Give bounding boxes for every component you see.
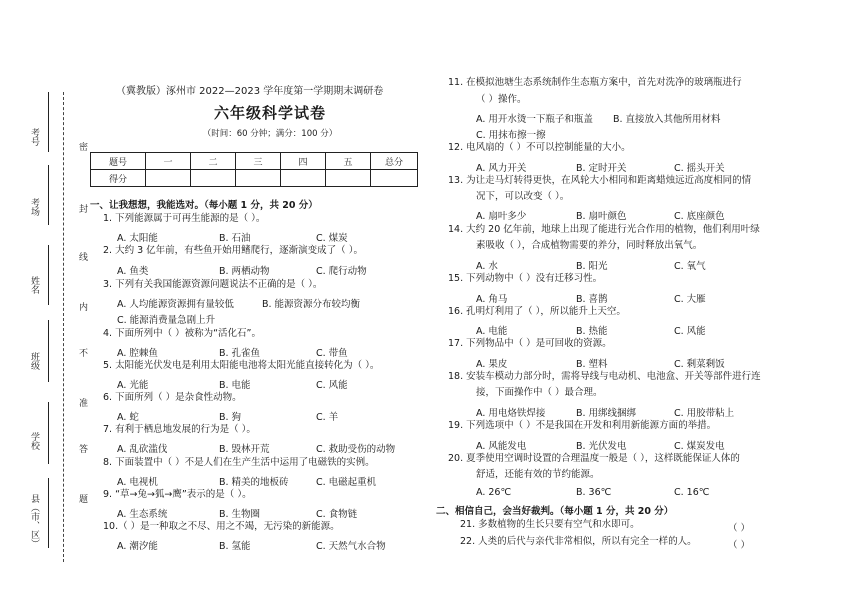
answer-option[interactable]: C. 大雁 [674, 294, 706, 305]
answer-option[interactable]: C. 氧气 [674, 261, 706, 272]
answer-option[interactable]: C. 天然气水合物 [316, 541, 386, 552]
answer-option[interactable]: A. 生态系统 [117, 509, 168, 520]
question-stem: 6. 下面所列（ ）是杂食性动物。 [103, 392, 242, 403]
answer-option[interactable]: C. 用抹布擦一擦 [476, 130, 546, 141]
score-table-score-row [91, 170, 418, 187]
answer-option[interactable]: C. 电磁起重机 [316, 477, 377, 488]
class-line [48, 320, 49, 382]
seal-char: 线 [77, 252, 87, 261]
answer-option[interactable]: C. 食物链 [316, 509, 358, 520]
answer-option[interactable]: B. 塑料 [576, 359, 608, 370]
question-stem: 15. 下列动物中（ ）没有迁移习性。 [448, 273, 603, 284]
answer-option[interactable]: C. 底座颜色 [674, 211, 725, 222]
question-stem: 4. 下面所列中（ ）被称为“活化石”。 [103, 328, 261, 339]
question-stem-continued: 况下，可以改变（ ）。 [476, 191, 570, 202]
score-input-cell[interactable] [236, 170, 281, 187]
answer-option[interactable]: C. 摇头开关 [674, 163, 725, 174]
side-label-class: 班级 [29, 352, 39, 370]
score-cell: 一 [146, 153, 191, 170]
question-stem: 9. “草→兔→狐→鹰”表示的是（ ）。 [103, 489, 252, 500]
question-stem: 20. 夏季使用空调时设置的合理温度一般是（ ），这样既能保证人体的 [448, 453, 740, 464]
score-input-cell[interactable] [281, 170, 326, 187]
answer-option[interactable]: B. 36℃ [576, 487, 612, 498]
answer-option[interactable]: B. 定时开关 [576, 163, 627, 174]
answer-option[interactable]: B. 直接放入其他所用材料 [613, 114, 721, 125]
score-table-header-row [91, 153, 418, 170]
answer-option[interactable]: A. 太阳能 [117, 233, 158, 244]
seal-char: 题 [77, 494, 87, 503]
answer-option[interactable]: C. 剩菜剩饭 [674, 359, 725, 370]
answer-option[interactable]: C. 风能 [316, 380, 348, 391]
score-cell: 三 [236, 153, 281, 170]
question-stem-continued: 接，下面操作中（ ）最合理。 [476, 387, 603, 398]
answer-option[interactable]: C. 带鱼 [316, 348, 348, 359]
score-cell: 五 [326, 153, 371, 170]
time-score-note: （时间：60 分钟；满分：100 分） [202, 129, 338, 139]
answer-option[interactable]: A. 乱砍滥伐 [117, 444, 168, 455]
score-table [90, 152, 418, 187]
school-line [48, 402, 49, 464]
answer-option[interactable]: A. 风力开关 [476, 163, 527, 174]
tf-answer-blank[interactable]: （ ） [728, 540, 751, 551]
answer-option[interactable]: C. 煤炭 [316, 233, 348, 244]
answer-option[interactable]: B. 孔雀鱼 [219, 348, 261, 359]
answer-option[interactable]: B. 精美的地板砖 [219, 477, 289, 488]
answer-option[interactable]: A. 潮汐能 [117, 541, 158, 552]
answer-option[interactable]: A. 腔棘鱼 [117, 348, 158, 359]
tf-statement: 22. 人类的后代与亲代非常相似，所以有完全一样的人。 [460, 536, 697, 547]
question-stem: 5. 太阳能光伏发电是利用太阳能电池将太阳光能直接转化为（ ）。 [103, 360, 380, 371]
score-input-cell[interactable] [326, 170, 371, 187]
question-stem-continued: （ ）操作。 [476, 94, 527, 105]
name-line [48, 245, 49, 305]
answer-option[interactable]: B. 扇叶颜色 [576, 211, 627, 222]
question-stem-continued: 舒适，还能有效的节约能源。 [476, 469, 600, 480]
answer-option[interactable]: B. 氢能 [219, 541, 251, 552]
seal-char: 不 [77, 348, 87, 357]
score-cell: 得分 [91, 170, 146, 187]
question-stem: 13. 为让走马灯转得更快，在风轮大小相同和距离蜡烛远近高度相同的情 [448, 175, 752, 186]
answer-option[interactable]: C. 救助受伤的动物 [316, 444, 396, 455]
seal-char: 密 [77, 142, 87, 151]
seal-char: 封 [77, 204, 87, 213]
answer-option[interactable]: A. 26℃ [476, 487, 512, 498]
answer-option[interactable]: C. 风能 [674, 326, 706, 337]
answer-option[interactable]: B. 两栖动物 [219, 266, 270, 277]
question-stem: 10.（ ）是一种取之不尽、用之不竭，无污染的新能源。 [103, 521, 340, 532]
score-input-cell[interactable] [191, 170, 236, 187]
county-line [48, 478, 49, 548]
answer-option[interactable]: C. 羊 [316, 412, 339, 423]
answer-option[interactable]: B. 用绑线捆绑 [576, 408, 637, 419]
answer-option[interactable]: A. 风能发电 [476, 441, 527, 452]
answer-option[interactable]: C. 爬行动物 [316, 266, 367, 277]
score-cell: 总分 [371, 153, 418, 170]
tf-answer-blank[interactable]: （ ） [728, 523, 751, 534]
seal-char: 准 [77, 398, 87, 407]
exam-number-line [48, 92, 49, 152]
question-stem: 8. 下面装置中（ ）不是人们在生产生活中运用了电磁铁的实例。 [103, 457, 375, 468]
answer-option[interactable]: B. 电能 [219, 380, 251, 391]
answer-option[interactable]: A. 扇叶多少 [476, 211, 527, 222]
answer-option[interactable]: B. 热能 [576, 326, 608, 337]
page-title: 六年级科学试卷 [213, 104, 326, 122]
answer-option[interactable]: B. 毁林开荒 [219, 444, 270, 455]
answer-option[interactable]: A. 用电烙铁焊接 [476, 408, 546, 419]
answer-option[interactable]: A. 电能 [476, 326, 508, 337]
question-stem: 12. 电风扇的（ ）不可以控制能量的大小。 [448, 142, 631, 153]
answer-option[interactable]: A. 用开水烫一下瓶子和瓶盖 [476, 114, 593, 125]
score-cell: 四 [281, 153, 326, 170]
answer-option[interactable]: A. 鱼类 [117, 266, 149, 277]
binding-dashed-line [63, 92, 64, 562]
answer-option[interactable]: B. 能源资源分布较均衡 [262, 299, 361, 310]
answer-option[interactable]: A. 光能 [117, 380, 149, 391]
section-heading-true-false: 二、相信自己，会当好裁判。（每小题 1 分，共 20 分） [436, 506, 674, 517]
side-label-county: 县（市、区） [29, 494, 39, 548]
answer-option[interactable]: C. 煤炭发电 [674, 441, 725, 452]
answer-option[interactable]: A. 果皮 [476, 359, 508, 370]
side-label-exam-number: 考号 [29, 128, 39, 146]
question-stem: 16. 孔明灯利用了（ ），所以能升上天空。 [448, 306, 626, 317]
question-stem: 19. 下列选项中（ ）不是我国在开发和利用新能源方面的举措。 [448, 420, 717, 431]
answer-option[interactable]: A. 人均能源资源拥有量较低 [117, 299, 234, 310]
answer-option[interactable]: B. 喜鹊 [576, 294, 608, 305]
question-stem: 11. 在模拟池塘生态系统制作生态瓶方案中，首先对洗净的玻璃瓶进行 [448, 77, 742, 88]
answer-option[interactable]: B. 阳光 [576, 261, 608, 272]
question-stem: 18. 安装车模动力部分时，需将导线与电动机、电池盒、开关等部件进行连 [448, 371, 761, 382]
answer-option[interactable]: B. 石油 [219, 233, 251, 244]
answer-option[interactable]: B. 光伏发电 [576, 441, 627, 452]
score-input-cell[interactable] [146, 170, 191, 187]
question-stem: 17. 下列物品中（ ）是可回收的资源。 [448, 338, 612, 349]
seal-char: 内 [77, 302, 87, 311]
side-label-name: 姓名 [29, 276, 39, 294]
question-stem: 1. 下列能源属于可再生能源的是（ ）。 [103, 213, 266, 224]
question-stem: 14. 大约 20 亿年前，地球上出现了能进行光合作用的植物，他们利用叶绿 [448, 224, 760, 235]
answer-option[interactable]: A. 角马 [476, 294, 508, 305]
tf-statement: 21. 多数植物的生长只要有空气和水即可。 [460, 519, 640, 530]
answer-option[interactable]: B. 生物圈 [219, 509, 261, 520]
question-stem: 3. 下列有关我国能源资源问题说法不正确的是（ ）。 [103, 279, 323, 290]
side-label-school: 学校 [29, 432, 39, 450]
score-cell: 二 [191, 153, 236, 170]
question-stem-continued: 素吸收（ ），合成植物需要的养分，同时释放出氧气。 [476, 240, 703, 251]
seal-char: 答 [77, 444, 87, 453]
exam-header: （冀教版）涿州市 2022—2023 学年度第一学期期末调研卷 [116, 86, 384, 97]
answer-option[interactable]: B. 狗 [219, 412, 242, 423]
question-stem: 2. 大约 3 亿年前，有些鱼开始用鳍爬行，逐渐演变成了（ ）。 [103, 245, 363, 256]
answer-option[interactable]: C. 16℃ [674, 487, 710, 498]
section-heading-choice: 一、让我想想，我能选对。（每小题 1 分，共 20 分） [90, 200, 318, 211]
question-stem: 7. 有利于栖息地发展的行为是（ ）。 [103, 424, 256, 435]
answer-option[interactable]: C. 能源消费量急剧上升 [117, 315, 216, 326]
score-input-cell[interactable] [371, 170, 418, 187]
answer-option[interactable]: A. 蛇 [117, 412, 139, 423]
answer-option[interactable]: C. 用胶带粘上 [674, 408, 735, 419]
answer-option[interactable]: A. 电视机 [117, 477, 158, 488]
answer-option[interactable]: A. 水 [476, 261, 498, 272]
score-cell: 题号 [91, 153, 146, 170]
side-label-exam-room: 考场 [29, 198, 39, 216]
exam-room-line [48, 165, 49, 225]
